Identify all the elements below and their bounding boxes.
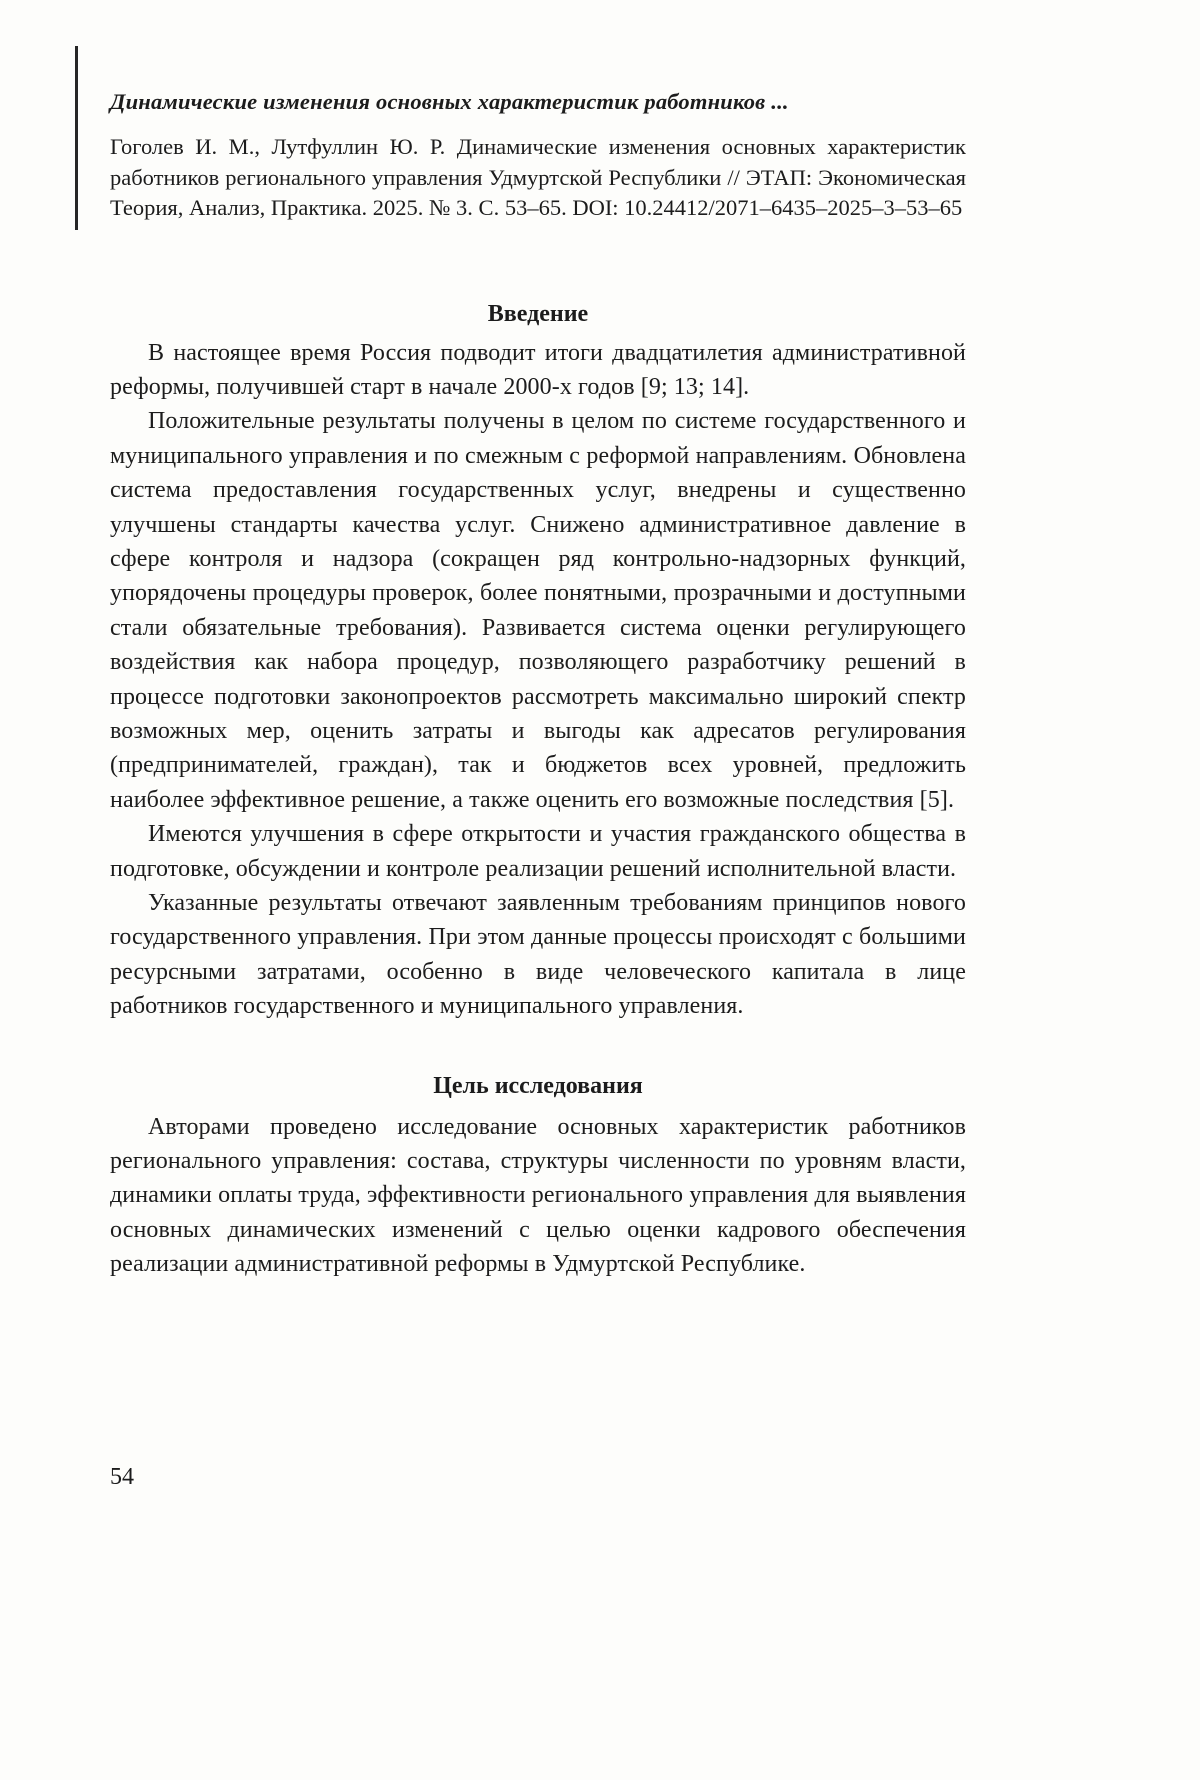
paragraph-goal-1: Авторами проведено исследование основных характеристик работников регионального управления: состава, структуры численности по уровням власти, динамики оплаты труда, эффективности регионального управления для выявления основных динамических изменений с целью оценки кадрового обеспечения реализации административной реформы в Удмуртской Республике. (110, 1113, 966, 1278)
header-vertical-rule (75, 46, 78, 230)
section-heading-introduction: Введение (487, 300, 589, 327)
paragraph-intro-2: Положительные результаты получены в целом по системе государственного и муниципального управления и по смежным с реформой направлениям. Обновлена система предоставления государственных услуг, внедрены и существенно улучшены стандарты качества услуг. Снижено административное давление в сфере контроля и надзора (сокращен ряд контрольно-надзорных функций, упорядочены процедуры проверок, более понятными, прозрачными и доступными стали обязательные требования). Развивается система оценки регулирующего воздействия как набора процедур, позволяющего разработчику решений в процессе подготовки законопроектов рассмотреть максимально широкий спектр возможных мер, оценить затраты и выгоды как адресатов регулирования (предпринимателей, граждан), так и бюджетов всех уровней, предложить наиболее эффективное решение, а также оценить его возможные последствия [5]. (110, 408, 966, 813)
page-number: 54 (110, 1464, 134, 1490)
citation-reference: Гоголев И. М., Лутфуллин Ю. Р. Динамические изменения основных характеристик работников регионального управления Удмуртской Республики // ЭТАП: Экономическая Теория, Анализ, Практика. 2025. № 3. С. 53–65. DOI: 10.24412/2071–6435–2025–3–53–65 (110, 134, 966, 220)
running-head: Динамические изменения основных характеристик работников ... (110, 89, 789, 114)
paragraph-intro-1: В настоящее время Россия подводит итоги двадцатилетия административной реформы, получившей старт в начале 2000-х годов [9; 13; 14]. (110, 339, 966, 400)
section-heading-research-goal: Цель исследования (433, 1072, 643, 1099)
page-content (110, 0, 966, 1282)
paragraph-intro-3: Имеются улучшения в сфере открытости и участия гражданского общества в подготовке, обсуждении и контроле реализации решений исполнительной власти. (110, 821, 966, 882)
paragraph-intro-4: Указанные результаты отвечают заявленным требованиям принципов нового государственного управления. При этом данные процессы происходят с большими ресурсными затратами, особенно в виде человеческого капитала в лице работников государственного и муниципального управления. (110, 890, 966, 1020)
